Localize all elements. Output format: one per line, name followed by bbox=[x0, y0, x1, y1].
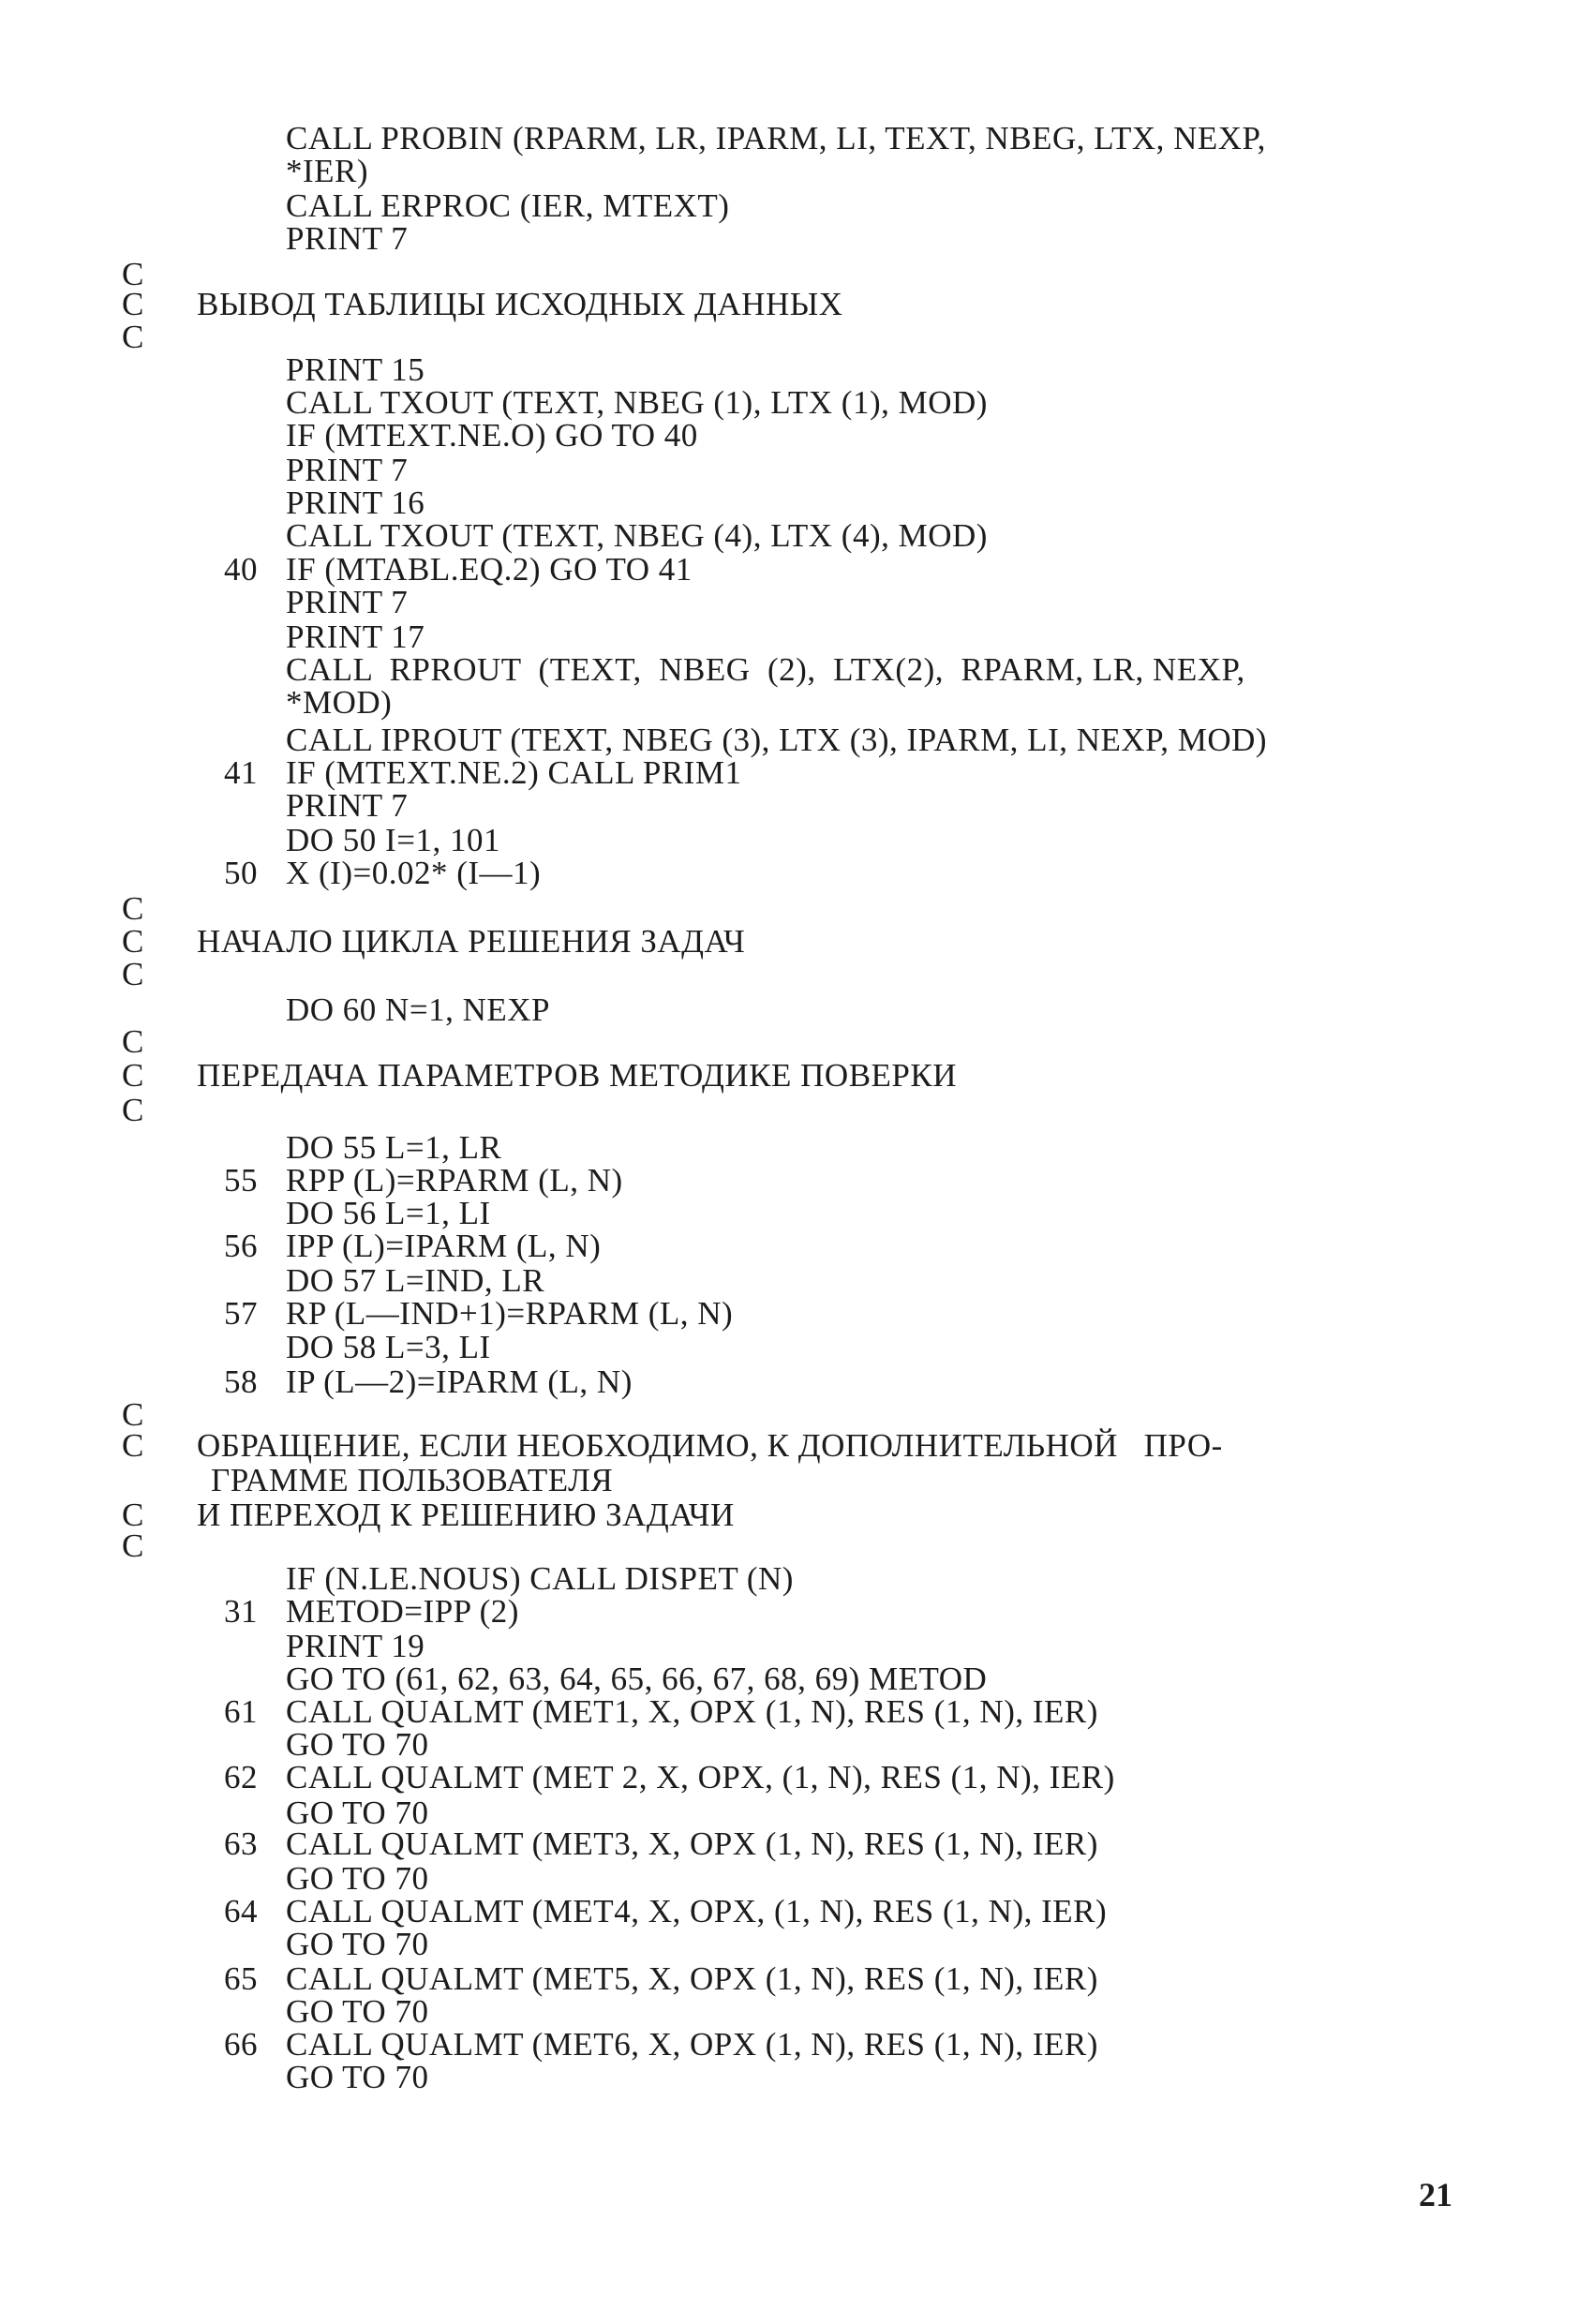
code-line bbox=[0, 787, 1594, 825]
statement-text: GO TO 70 bbox=[286, 1860, 429, 1897]
code-line bbox=[0, 1195, 1594, 1232]
code-line bbox=[0, 2026, 1594, 2063]
comment-marker: C bbox=[122, 1092, 144, 1128]
comment-marker: C bbox=[122, 1527, 144, 1564]
comment-marker: C bbox=[122, 1497, 144, 1533]
code-line bbox=[0, 1363, 1594, 1401]
statement-text: GO TO (61, 62, 63, 64, 65, 66, 67, 68, 69) METOD bbox=[286, 1661, 988, 1697]
comment-line bbox=[0, 1092, 1594, 1129]
comment-marker: C bbox=[122, 1057, 144, 1094]
statement-text: GO TO 70 bbox=[286, 1993, 429, 2030]
statement-label: 55 bbox=[224, 1162, 258, 1199]
statement-label: 58 bbox=[224, 1363, 258, 1400]
code-line bbox=[0, 1759, 1594, 1796]
code-line bbox=[0, 1162, 1594, 1199]
statement-text: CALL QUALMT (MET6, X, OPX (1, N), RES (1, N), IER) bbox=[286, 2026, 1098, 2063]
statement-label: 56 bbox=[224, 1228, 258, 1264]
statement-text: CALL QUALMT (MET5, X, OPX (1, N), RES (1, N), IER) bbox=[286, 1960, 1098, 1997]
statement-label: 31 bbox=[224, 1593, 258, 1630]
comment-marker: C bbox=[122, 1427, 144, 1464]
statement-text: DO 57 L=IND, LR bbox=[286, 1262, 545, 1299]
comment-text: ВЫВОД ТАБЛИЦЫ ИСХОДНЫХ ДАННЫХ bbox=[197, 286, 843, 322]
statement-label: 50 bbox=[224, 855, 258, 891]
page-number: 21 bbox=[1419, 2176, 1452, 2213]
statement-text: GO TO 70 bbox=[286, 1926, 429, 1962]
statement-text: RP (L—IND+1)=RPARM (L, N) bbox=[286, 1295, 734, 1332]
code-line bbox=[0, 384, 1594, 422]
statement-text: CALL PROBIN (RPARM, LR, IPARM, LI, TEXT, NBEG, LTX, NEXP, bbox=[286, 120, 1266, 156]
code-line bbox=[0, 1661, 1594, 1698]
statement-text: X (I)=0.02* (I—1) bbox=[286, 855, 542, 891]
statement-text: IF (MTEXT.NE.2) CALL PRIM1 bbox=[286, 754, 742, 791]
code-line bbox=[0, 1295, 1594, 1333]
statement-text: CALL ERPROC (IER, MTEXT) bbox=[286, 187, 730, 224]
code-line bbox=[0, 1893, 1594, 1930]
code-line bbox=[0, 1329, 1594, 1366]
statement-text: PRINT 15 bbox=[286, 351, 425, 388]
comment-marker: C bbox=[122, 956, 144, 992]
statement-text: PRINT 17 bbox=[286, 618, 425, 655]
comment-text: ОБРАЩЕНИЕ, ЕСЛИ НЕОБХОДИМО, К ДОПОЛНИТЕЛЬНОЙ ПРО- bbox=[197, 1427, 1223, 1464]
statement-text: CALL QUALMT (MET4, X, OPX, (1, N), RES (1, N), IER) bbox=[286, 1893, 1108, 1929]
code-line bbox=[0, 722, 1594, 759]
comment-marker: C bbox=[122, 1396, 144, 1433]
code-line bbox=[0, 822, 1594, 859]
comment-marker: C bbox=[122, 890, 144, 927]
code-line bbox=[0, 584, 1594, 621]
statement-text: DO 50 I=1, 101 bbox=[286, 822, 500, 858]
code-line bbox=[0, 2059, 1594, 2096]
statement-text: *IER) bbox=[286, 153, 369, 189]
comment-line bbox=[0, 319, 1594, 356]
code-line bbox=[0, 684, 1594, 722]
statement-text: RPP (L)=RPARM (L, N) bbox=[286, 1162, 623, 1199]
statement-text: IP (L—2)=IPARM (L, N) bbox=[286, 1363, 633, 1400]
comment-text: ПЕРЕДАЧА ПАРАМЕТРОВ МЕТОДИКЕ ПОВЕРКИ bbox=[197, 1057, 958, 1094]
code-line bbox=[0, 651, 1594, 689]
statement-text: GO TO 70 bbox=[286, 2059, 429, 2095]
code-line bbox=[0, 220, 1594, 258]
statement-text: DO 56 L=1, LI bbox=[286, 1195, 491, 1231]
comment-text: ГРАММЕ ПОЛЬЗОВАТЕЛЯ bbox=[211, 1462, 614, 1498]
code-line bbox=[0, 484, 1594, 522]
statement-text: PRINT 7 bbox=[286, 220, 409, 257]
code-line bbox=[0, 1628, 1594, 1665]
statement-text: GO TO 70 bbox=[286, 1795, 429, 1831]
statement-text: IPP (L)=IPARM (L, N) bbox=[286, 1228, 602, 1264]
code-line bbox=[0, 153, 1594, 190]
statement-label: 64 bbox=[224, 1893, 258, 1929]
code-line bbox=[0, 618, 1594, 656]
comment-marker: C bbox=[122, 319, 144, 355]
statement-text: PRINT 19 bbox=[286, 1628, 425, 1664]
statement-text: CALL QUALMT (MET 2, X, OPX, (1, N), RES (1, N), IER) bbox=[286, 1759, 1115, 1795]
code-line bbox=[0, 452, 1594, 489]
comment-line bbox=[0, 1527, 1594, 1565]
statement-label: 63 bbox=[224, 1825, 258, 1862]
statement-text: CALL TXOUT (TEXT, NBEG (4), LTX (4), MOD) bbox=[286, 517, 988, 554]
statement-text: PRINT 7 bbox=[286, 584, 409, 620]
statement-label: 41 bbox=[224, 754, 258, 791]
comment-marker: C bbox=[122, 1023, 144, 1060]
statement-label: 40 bbox=[224, 551, 258, 588]
statement-text: IF (MTABL.EQ.2) GO TO 41 bbox=[286, 551, 693, 588]
comment-marker: C bbox=[122, 923, 144, 960]
comment-line bbox=[0, 956, 1594, 993]
comment-line bbox=[0, 286, 1594, 323]
code-line bbox=[0, 517, 1594, 555]
statement-label: 65 bbox=[224, 1960, 258, 1997]
code-line bbox=[0, 1129, 1594, 1167]
code-line bbox=[0, 1993, 1594, 2031]
code-line bbox=[0, 1693, 1594, 1731]
code-line bbox=[0, 1825, 1594, 1863]
comment-text: И ПЕРЕХОД К РЕШЕНИЮ ЗАДАЧИ bbox=[197, 1497, 735, 1533]
code-line bbox=[0, 187, 1594, 225]
code-line bbox=[0, 1560, 1594, 1598]
comment-line bbox=[0, 1462, 1594, 1499]
statement-text: METOD=IPP (2) bbox=[286, 1593, 519, 1630]
statement-text: IF (MTEXT.NE.O) GO TO 40 bbox=[286, 417, 698, 454]
code-line bbox=[0, 754, 1594, 792]
statement-text: CALL QUALMT (MET1, X, OPX (1, N), RES (1, N), IER) bbox=[286, 1693, 1098, 1730]
statement-text: CALL IPROUT (TEXT, NBEG (3), LTX (3), IPARM, LI, NEXP, MOD) bbox=[286, 722, 1268, 758]
statement-text: DO 58 L=3, LI bbox=[286, 1329, 491, 1365]
statement-label: 66 bbox=[224, 2026, 258, 2063]
comment-line bbox=[0, 1427, 1594, 1465]
code-line bbox=[0, 1726, 1594, 1764]
code-line bbox=[0, 1960, 1594, 1998]
code-line bbox=[0, 351, 1594, 389]
code-line bbox=[0, 417, 1594, 454]
statement-label: 62 bbox=[224, 1759, 258, 1795]
code-line bbox=[0, 1228, 1594, 1265]
code-line bbox=[0, 551, 1594, 588]
statement-text: CALL RPROUT (TEXT, NBEG (2), LTX(2), RPARM, LR, NEXP, bbox=[286, 651, 1245, 688]
code-line bbox=[0, 1262, 1594, 1300]
statement-label: 57 bbox=[224, 1295, 258, 1332]
comment-line bbox=[0, 890, 1594, 928]
statement-text: IF (N.LE.NOUS) CALL DISPET (N) bbox=[286, 1560, 794, 1597]
statement-text: PRINT 7 bbox=[286, 787, 409, 824]
statement-text: PRINT 7 bbox=[286, 452, 409, 488]
statement-text: PRINT 16 bbox=[286, 484, 425, 521]
code-line bbox=[0, 1926, 1594, 1963]
comment-line bbox=[0, 923, 1594, 961]
statement-text: DO 60 N=1, NEXP bbox=[286, 991, 550, 1028]
statement-text: CALL QUALMT (MET3, X, OPX (1, N), RES (1, N), IER) bbox=[286, 1825, 1098, 1862]
statement-text: *MOD) bbox=[286, 684, 393, 721]
code-line bbox=[0, 1593, 1594, 1631]
comment-marker: C bbox=[122, 256, 144, 292]
code-line bbox=[0, 1860, 1594, 1898]
comment-marker: C bbox=[122, 286, 144, 322]
statement-text: CALL TXOUT (TEXT, NBEG (1), LTX (1), MOD) bbox=[286, 384, 988, 421]
statement-text: GO TO 70 bbox=[286, 1726, 429, 1763]
comment-line bbox=[0, 1057, 1594, 1095]
statement-text: DO 55 L=1, LR bbox=[286, 1129, 502, 1166]
code-line bbox=[0, 855, 1594, 892]
code-line bbox=[0, 120, 1594, 157]
comment-line bbox=[0, 1023, 1594, 1061]
statement-label: 61 bbox=[224, 1693, 258, 1730]
comment-text: НАЧАЛО ЦИКЛА РЕШЕНИЯ ЗАДАЧ bbox=[197, 923, 746, 960]
